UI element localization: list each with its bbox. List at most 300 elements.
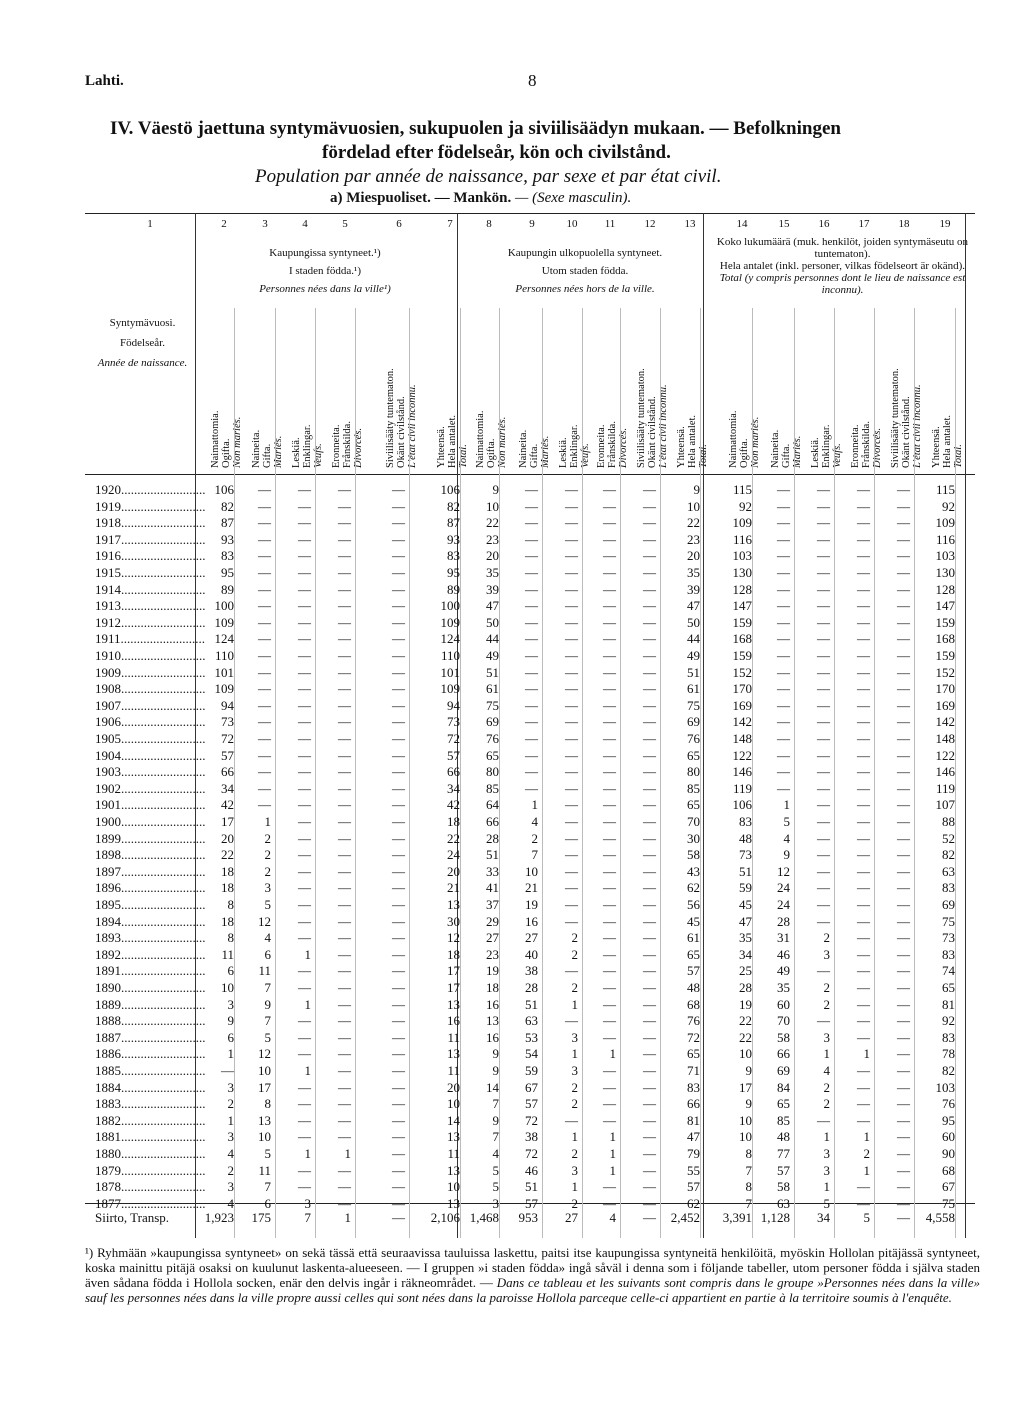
table-cell: — bbox=[258, 531, 271, 547]
table-cell: 2 bbox=[264, 830, 271, 846]
table-cell: — bbox=[817, 764, 830, 780]
table-cell: 4 bbox=[783, 830, 790, 846]
table-cell: 73 bbox=[739, 847, 752, 863]
subheader-sv: Okänt civilstånd. bbox=[901, 396, 912, 468]
table-cell: — bbox=[603, 963, 616, 979]
table-cell: 1,468 bbox=[469, 1210, 499, 1225]
table-cell: 92 bbox=[739, 498, 752, 514]
table-cell: — bbox=[643, 1146, 656, 1161]
table-cell: — bbox=[258, 747, 271, 763]
table-cell: — bbox=[565, 731, 578, 746]
table-cell: 23 bbox=[687, 531, 700, 547]
table-cell: 10 bbox=[525, 863, 538, 879]
table-cell: 6 bbox=[227, 1029, 234, 1045]
table-cell: — bbox=[897, 913, 910, 929]
table-cell: 48 bbox=[777, 1129, 790, 1145]
table-cell: 21 bbox=[525, 880, 538, 896]
table-cell: — bbox=[897, 548, 910, 564]
table-cell: — bbox=[897, 1096, 910, 1112]
table-cell: — bbox=[777, 648, 790, 663]
table-cell: — bbox=[897, 581, 910, 597]
table-cell: 3 bbox=[304, 1195, 311, 1211]
table-cell: — bbox=[817, 1013, 830, 1029]
table-cell: 79 bbox=[687, 1146, 700, 1161]
table-row bbox=[85, 1129, 975, 1146]
table-cell: 65 bbox=[687, 797, 700, 813]
table-cell: 101 bbox=[440, 664, 460, 680]
table-cell: — bbox=[258, 681, 271, 697]
table-cell: 1 bbox=[227, 1046, 234, 1062]
subheader-fi: Leskiä. bbox=[291, 437, 302, 468]
table-cell: — bbox=[258, 565, 271, 580]
column-number: 16 bbox=[818, 218, 830, 230]
table-cell: 70 bbox=[777, 1013, 790, 1029]
table-cell: 57 bbox=[777, 1162, 790, 1178]
table-cell: — bbox=[857, 830, 870, 846]
table-cell: — bbox=[392, 797, 405, 813]
subheader-fr: Divorcés. bbox=[353, 427, 364, 468]
table-cell: 58 bbox=[777, 1179, 790, 1195]
subtitle-sex: a) Miespuoliset. — Mankön. bbox=[330, 190, 512, 206]
column-subheader bbox=[850, 310, 883, 468]
table-cell: — bbox=[392, 1195, 405, 1211]
subheader-fi: Naimattomia. bbox=[475, 410, 486, 468]
population-table bbox=[85, 208, 975, 1238]
table-cell: — bbox=[298, 897, 311, 912]
subheader-fr: L'état civil inconnu. bbox=[407, 384, 418, 468]
table-cell: 58 bbox=[777, 1029, 790, 1045]
table-cell: 23 bbox=[486, 531, 499, 547]
footnote-swedish: — I gruppen »i staden födda» ingå såväl i denna som i följande tabeller, utom personer födda i själva staden även sådana födda i Hollola socken, enär den delvis ingår i räkneområdet. — bbox=[85, 1260, 981, 1290]
table-row bbox=[85, 864, 975, 881]
table-cell: 57 bbox=[525, 1096, 538, 1112]
table-cell: — bbox=[565, 897, 578, 912]
row-year: 1908.......................... bbox=[95, 681, 206, 697]
subheader-fi: Leskiä. bbox=[558, 437, 569, 468]
row-year: 1895.......................... bbox=[95, 897, 206, 912]
table-cell: — bbox=[897, 598, 910, 614]
subheader-sv: Hela antalet. bbox=[687, 414, 698, 468]
table-row bbox=[85, 1046, 975, 1063]
table-cell: 92 bbox=[942, 1013, 955, 1029]
table-cell: 13 bbox=[486, 1013, 499, 1029]
table-cell: — bbox=[392, 747, 405, 763]
table-row bbox=[85, 914, 975, 931]
table-cell: 47 bbox=[739, 913, 752, 929]
table-cell: 128 bbox=[732, 581, 752, 597]
table-cell: 31 bbox=[777, 930, 790, 946]
table-cell: 1 bbox=[609, 1146, 616, 1161]
table-cell: 12 bbox=[777, 863, 790, 879]
table-cell: 1 bbox=[531, 797, 538, 813]
group-born-in-town-fi: Kaupungissa syntyneet.¹) bbox=[269, 247, 381, 259]
table-cell: 3 bbox=[492, 1195, 499, 1211]
table-cell: 2 bbox=[823, 1079, 830, 1095]
table-cell: — bbox=[338, 1179, 351, 1195]
table-cell: 19 bbox=[739, 996, 752, 1012]
table-cell: 76 bbox=[687, 1013, 700, 1029]
table-cell: — bbox=[643, 1210, 656, 1225]
table-cell: 109 bbox=[214, 614, 234, 630]
table-cell: — bbox=[565, 697, 578, 713]
table-cell: — bbox=[603, 1029, 616, 1045]
table-cell: — bbox=[857, 946, 870, 962]
table-cell: — bbox=[603, 731, 616, 746]
table-cell: 63 bbox=[777, 1195, 790, 1211]
table-cell: 18 bbox=[447, 814, 460, 829]
table-cell: — bbox=[338, 664, 351, 680]
table-cell: — bbox=[392, 681, 405, 697]
table-cell: — bbox=[565, 747, 578, 763]
table-cell: 69 bbox=[486, 714, 499, 730]
table-cell: — bbox=[603, 880, 616, 896]
column-number: 17 bbox=[858, 218, 870, 230]
table-cell: — bbox=[338, 714, 351, 730]
table-cell: — bbox=[298, 731, 311, 746]
table-cell: 84 bbox=[777, 1079, 790, 1095]
table-cell: — bbox=[565, 880, 578, 896]
table-cell: — bbox=[643, 1129, 656, 1145]
table-cell: 35 bbox=[777, 980, 790, 995]
table-cell: 77 bbox=[777, 1146, 790, 1161]
table-cell: — bbox=[817, 963, 830, 979]
subheader-fi: Siviilisääty tuntematon. bbox=[636, 368, 647, 468]
table-cell: — bbox=[643, 797, 656, 813]
table-cell: — bbox=[897, 1195, 910, 1211]
table-cell: — bbox=[777, 581, 790, 597]
table-cell: — bbox=[603, 697, 616, 713]
subheader-fi: Siviilisääty tuntematon. bbox=[890, 368, 901, 468]
subheader-fi: Naimattomia. bbox=[210, 410, 221, 468]
table-cell: — bbox=[525, 681, 538, 697]
subheader-sv: Okänt civilstånd. bbox=[396, 396, 407, 468]
column-subheader bbox=[931, 310, 964, 468]
table-cell: 85 bbox=[486, 780, 499, 796]
table-cell: 47 bbox=[486, 598, 499, 614]
row-year: 1909.......................... bbox=[95, 664, 206, 680]
table-cell: — bbox=[392, 1129, 405, 1145]
table-cell: — bbox=[817, 913, 830, 929]
table-cell: 41 bbox=[486, 880, 499, 896]
table-cell: 6 bbox=[264, 1195, 271, 1211]
table-cell: — bbox=[525, 664, 538, 680]
table-cell: 10 bbox=[447, 1179, 460, 1195]
column-subheader bbox=[210, 310, 243, 468]
table-cell: — bbox=[897, 681, 910, 697]
column-subheader bbox=[728, 310, 761, 468]
table-cell: — bbox=[897, 814, 910, 829]
table-cell: 62 bbox=[687, 880, 700, 896]
table-row bbox=[85, 1179, 975, 1196]
table-cell: — bbox=[392, 1179, 405, 1195]
table-cell: 82 bbox=[447, 498, 460, 514]
table-cell: 93 bbox=[221, 531, 234, 547]
table-cell: 28 bbox=[525, 980, 538, 995]
table-cell: — bbox=[817, 863, 830, 879]
table-cell: — bbox=[338, 814, 351, 829]
table-cell: 109 bbox=[732, 515, 752, 531]
table-row bbox=[85, 714, 975, 731]
table-cell: 11 bbox=[221, 946, 234, 962]
table-cell: 35 bbox=[687, 565, 700, 580]
table-cell: — bbox=[525, 548, 538, 564]
table-cell: 76 bbox=[687, 731, 700, 746]
table-cell: 48 bbox=[739, 830, 752, 846]
table-cell: — bbox=[338, 1112, 351, 1128]
table-cell: 93 bbox=[447, 531, 460, 547]
table-row bbox=[85, 748, 975, 765]
table-row bbox=[85, 1080, 975, 1097]
table-row bbox=[85, 897, 975, 914]
table-cell: 66 bbox=[447, 764, 460, 780]
table-title-finnish: IV. Väestö jaettuna syntymävuosien, sukupuolen ja siviilisäädyn mukaan. — Befolkningen bbox=[110, 118, 841, 139]
row-year: 1888.......................... bbox=[95, 1013, 206, 1029]
table-cell: 152 bbox=[935, 664, 955, 680]
table-cell: — bbox=[857, 614, 870, 630]
table-cell: — bbox=[338, 581, 351, 597]
table-cell: — bbox=[338, 565, 351, 580]
table-cell: 3 bbox=[823, 1029, 830, 1045]
table-cell: — bbox=[298, 515, 311, 531]
table-cell: 142 bbox=[732, 714, 752, 730]
table-cell: — bbox=[392, 531, 405, 547]
row-year: 1883.......................... bbox=[95, 1096, 206, 1112]
table-cell: 57 bbox=[687, 963, 700, 979]
table-cell: — bbox=[338, 764, 351, 780]
table-cell: 90 bbox=[942, 1146, 955, 1161]
table-cell: — bbox=[338, 880, 351, 896]
table-cell: — bbox=[897, 797, 910, 813]
table-row bbox=[85, 980, 975, 997]
table-cell: — bbox=[857, 847, 870, 863]
table-cell: 20 bbox=[447, 863, 460, 879]
table-cell: — bbox=[643, 963, 656, 979]
table-cell: 68 bbox=[942, 1162, 955, 1178]
table-cell: 65 bbox=[486, 747, 499, 763]
table-cell: 92 bbox=[942, 498, 955, 514]
table-cell: — bbox=[392, 814, 405, 829]
table-cell: — bbox=[817, 565, 830, 580]
table-cell: 75 bbox=[486, 697, 499, 713]
table-cell: 24 bbox=[777, 880, 790, 896]
table-cell: — bbox=[777, 664, 790, 680]
table-cell: 106 bbox=[440, 482, 460, 497]
table-cell: 83 bbox=[942, 880, 955, 896]
table-cell: — bbox=[392, 1096, 405, 1112]
table-cell: — bbox=[643, 946, 656, 962]
table-cell: 46 bbox=[777, 946, 790, 962]
table-cell: — bbox=[603, 946, 616, 962]
table-cell: — bbox=[298, 830, 311, 846]
table-cell: — bbox=[338, 1046, 351, 1062]
table-cell: — bbox=[338, 731, 351, 746]
table-cell: 64 bbox=[486, 797, 499, 813]
page-number: 8 bbox=[528, 71, 537, 90]
column-subheader bbox=[596, 310, 629, 468]
table-cell: — bbox=[258, 614, 271, 630]
table-cell: — bbox=[298, 631, 311, 647]
table-cell: — bbox=[298, 1029, 311, 1045]
table-cell: — bbox=[817, 897, 830, 912]
row-year: 1903.......................... bbox=[95, 764, 206, 780]
table-cell: 57 bbox=[221, 747, 234, 763]
table-cell: — bbox=[777, 747, 790, 763]
table-cell: — bbox=[298, 482, 311, 497]
table-cell: — bbox=[603, 847, 616, 863]
table-cell: — bbox=[565, 614, 578, 630]
group-born-in-town-sv: I staden födda.¹) bbox=[288, 265, 362, 277]
table-cell: — bbox=[565, 1013, 578, 1029]
subheader-sv: Ogifta. bbox=[739, 438, 750, 468]
table-cell: — bbox=[565, 648, 578, 663]
table-row bbox=[85, 582, 975, 599]
table-row bbox=[85, 1013, 975, 1030]
table-cell: 4,558 bbox=[925, 1210, 955, 1225]
header-bottom-rule bbox=[85, 474, 975, 475]
row-year: 1918.......................... bbox=[95, 515, 206, 531]
table-cell: — bbox=[298, 714, 311, 730]
table-cell: 3,391 bbox=[722, 1210, 752, 1225]
table-cell: — bbox=[298, 1162, 311, 1178]
table-cell: — bbox=[857, 1029, 870, 1045]
table-cell: — bbox=[643, 1195, 656, 1211]
table-cell: 168 bbox=[935, 631, 955, 647]
table-cell: 85 bbox=[687, 780, 700, 796]
table-cell: — bbox=[643, 482, 656, 497]
table-cell: — bbox=[817, 498, 830, 514]
table-cell: — bbox=[525, 631, 538, 647]
table-cell: — bbox=[298, 847, 311, 863]
table-cell: 2 bbox=[227, 1162, 234, 1178]
column-subheader bbox=[770, 310, 803, 468]
table-cell: — bbox=[338, 830, 351, 846]
table-row bbox=[85, 1096, 975, 1113]
table-cell: — bbox=[338, 780, 351, 796]
table-cell: — bbox=[897, 764, 910, 780]
row-year: 1920.......................... bbox=[95, 482, 206, 497]
subheader-fi: Leskiä. bbox=[810, 437, 821, 468]
subheader-fi: Naineita. bbox=[251, 429, 262, 468]
table-cell: 16 bbox=[486, 1029, 499, 1045]
table-cell: — bbox=[392, 963, 405, 979]
row-year: 1919.......................... bbox=[95, 498, 206, 514]
column-subheader bbox=[518, 310, 551, 468]
table-cell: — bbox=[298, 548, 311, 564]
table-cell: — bbox=[857, 963, 870, 979]
table-cell: — bbox=[817, 482, 830, 497]
row-year: 1886.......................... bbox=[95, 1046, 206, 1062]
table-cell: — bbox=[298, 598, 311, 614]
table-cell: — bbox=[258, 664, 271, 680]
table-cell: — bbox=[603, 1112, 616, 1128]
table-cell: 11 bbox=[447, 1063, 460, 1078]
group-total-fi: Koko lukumäärä (muk. henkilöt, joiden syntymäseutu on tuntematon). bbox=[716, 236, 969, 260]
table-cell: 9 bbox=[693, 482, 700, 497]
table-cell: 22 bbox=[739, 1013, 752, 1029]
table-cell: 1 bbox=[863, 1046, 870, 1062]
table-cell: — bbox=[565, 482, 578, 497]
table-cell: — bbox=[603, 913, 616, 929]
table-cell: 65 bbox=[942, 980, 955, 995]
table-cell: 4 bbox=[264, 930, 271, 946]
column-number: 5 bbox=[342, 218, 348, 230]
table-cell: — bbox=[298, 581, 311, 597]
table-cell: — bbox=[857, 913, 870, 929]
table-cell: 11 bbox=[447, 1146, 460, 1161]
table-cell: — bbox=[603, 515, 616, 531]
table-cell: — bbox=[817, 747, 830, 763]
table-cell: 103 bbox=[935, 548, 955, 564]
table-cell: 23 bbox=[486, 946, 499, 962]
table-cell: — bbox=[817, 631, 830, 647]
table-cell: 4 bbox=[609, 1210, 616, 1225]
table-cell: 13 bbox=[258, 1112, 271, 1128]
table-cell: — bbox=[897, 565, 910, 580]
table-cell: — bbox=[525, 747, 538, 763]
table-cell: 1 bbox=[264, 814, 271, 829]
table-cell: 2 bbox=[571, 930, 578, 946]
row-year: 1913.......................... bbox=[95, 598, 206, 614]
table-cell: 13 bbox=[447, 1046, 460, 1062]
table-cell: — bbox=[392, 631, 405, 647]
table-cell: — bbox=[338, 598, 351, 614]
table-cell: — bbox=[643, 565, 656, 580]
column-subheader bbox=[331, 310, 364, 468]
row-year: 1905.......................... bbox=[95, 731, 206, 746]
table-cell: 1 bbox=[304, 1063, 311, 1078]
table-cell: 94 bbox=[447, 697, 460, 713]
table-cell: — bbox=[603, 930, 616, 946]
table-cell: — bbox=[392, 1029, 405, 1045]
table-cell: — bbox=[525, 780, 538, 796]
table-cell: — bbox=[525, 598, 538, 614]
table-cell: 9 bbox=[745, 1096, 752, 1112]
table-cell: — bbox=[857, 648, 870, 663]
table-cell: — bbox=[897, 880, 910, 896]
table-cell: 100 bbox=[440, 598, 460, 614]
table-cell: 65 bbox=[687, 747, 700, 763]
table-cell: 169 bbox=[732, 697, 752, 713]
table-cell: 20 bbox=[221, 830, 234, 846]
table-cell: 37 bbox=[486, 897, 499, 912]
table-cell: 82 bbox=[942, 1063, 955, 1078]
table-cell: 3 bbox=[264, 880, 271, 896]
table-cell: 50 bbox=[687, 614, 700, 630]
table-cell: 9 bbox=[745, 1063, 752, 1078]
table-cell: — bbox=[525, 764, 538, 780]
table-cell: 35 bbox=[739, 930, 752, 946]
table-cell: 109 bbox=[214, 681, 234, 697]
table-cell: 17 bbox=[739, 1079, 752, 1095]
table-cell: — bbox=[298, 697, 311, 713]
table-cell: 2,106 bbox=[430, 1210, 460, 1225]
table-cell: 38 bbox=[525, 963, 538, 979]
table-cell: 3 bbox=[227, 1179, 234, 1195]
table-cell: — bbox=[777, 498, 790, 514]
table-cell: — bbox=[392, 731, 405, 746]
table-cell: 29 bbox=[486, 913, 499, 929]
group-born-outside-sv: Utom staden födda. bbox=[541, 265, 629, 277]
row-year: 1885.......................... bbox=[95, 1063, 206, 1078]
table-cell: 9 bbox=[492, 1046, 499, 1062]
table-cell: 20 bbox=[486, 548, 499, 564]
table-cell: 28 bbox=[777, 913, 790, 929]
table-cell: 1 bbox=[823, 1129, 830, 1145]
table-cell: — bbox=[643, 847, 656, 863]
table-row bbox=[85, 598, 975, 615]
table-cell: 45 bbox=[687, 913, 700, 929]
table-cell: 7 bbox=[492, 1096, 499, 1112]
